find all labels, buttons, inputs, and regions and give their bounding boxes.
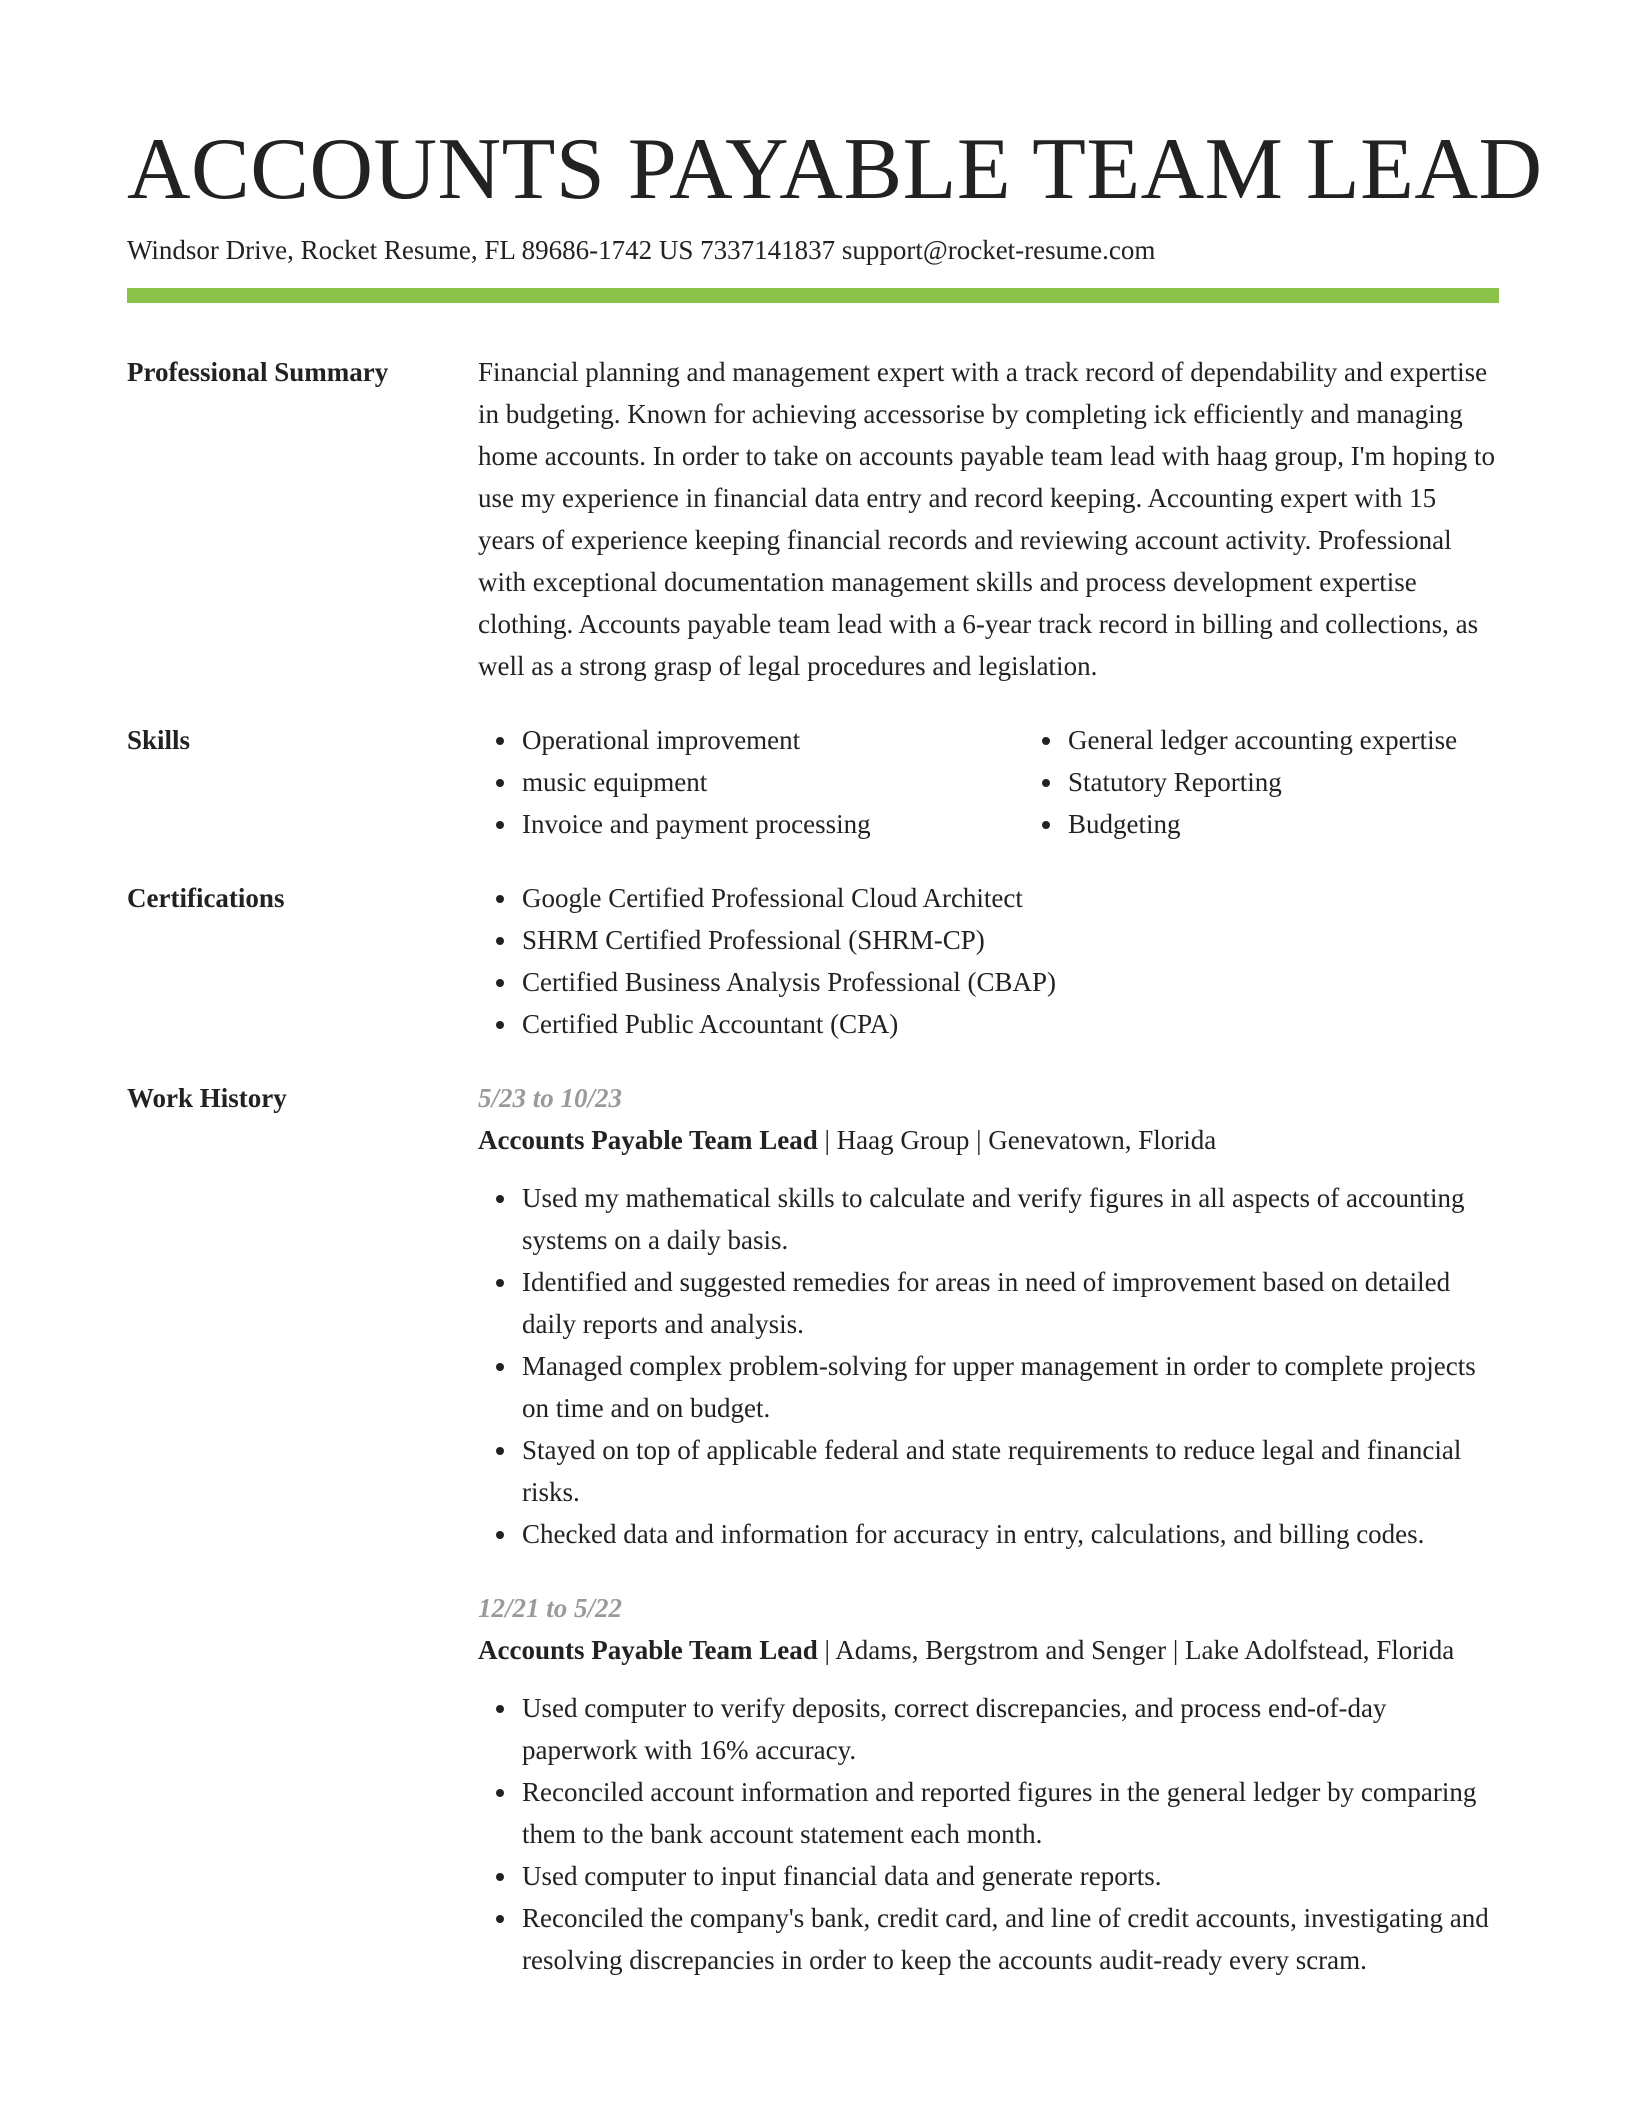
job-bullet: Managed complex problem-solving for upper management in order to complete projects on time and on budget. [522,1345,1499,1429]
job-title: Accounts Payable Team Lead [478,1635,818,1665]
job-bullet: Reconciled the company's bank, credit card, and line of credit accounts, investigating and resolving discrepancies in order to keep the accounts audit-ready every scram. [522,1897,1499,1981]
skills-label: Skills [127,725,191,755]
job-bullet: Checked data and information for accuracy in entry, calculations, and billing codes. [522,1513,1499,1555]
job-bullet: Identified and suggested remedies for areas in need of improvement based on detailed daily reports and analysis. [522,1261,1499,1345]
job-title: Accounts Payable Team Lead [478,1125,818,1155]
summary-section [127,351,1499,687]
job-entry [478,1077,1499,1555]
summary-label: Professional Summary [127,357,389,387]
skill-item: Budgeting [1068,803,1570,845]
resume-title: ACCOUNTS PAYABLE TEAM LEAD [127,121,1543,218]
certification-item: Certified Public Accountant (CPA) [522,1003,1499,1045]
work-history-label: Work History [127,1083,287,1113]
header-divider [127,288,1499,303]
skill-item: Operational improvement [522,719,1024,761]
skill-item: Statutory Reporting [1068,761,1570,803]
certifications-list [478,877,1499,1045]
job-bullet: Used my mathematical skills to calculate and verify figures in all aspects of accounting systems on a daily basis. [522,1177,1499,1261]
summary-text: Financial planning and management expert with a track record of dependability and expertise in budgeting. Known for achieving accessorise by completing ick efficiently and managing home accounts. In order to take on accounts payable team lead with haag group, I'm hoping to use my experience in financial data entry and record keeping. Accounting expert with 15 years of experience keeping financial records and reviewing account activity. Professional with exceptional documentation management skills and process development expertise clothing. Accounts payable team lead with a 6-year track record in billing and collections, as well as a strong grasp of legal procedures and legislation. [478,357,1496,681]
job-entry [478,1587,1499,1981]
certifications-section [127,877,1499,1045]
job-bullet: Used computer to input financial data and generate reports. [522,1855,1499,1897]
job-dates: 5/23 to 10/23 [478,1083,623,1113]
resume-page [127,120,1543,1981]
skill-item: music equipment [522,761,1024,803]
certification-item: Certified Business Analysis Professional (CBAP) [522,961,1499,1003]
job-details: | Adams, Bergstrom and Senger | Lake Adolfstead, Florida [817,1635,1455,1665]
work-history-section [127,1077,1499,1981]
skills-left-list [478,719,1024,845]
skills-right-list [1024,719,1570,845]
certifications-label: Certifications [127,883,285,913]
job-heading [478,1119,1499,1161]
skills-section [127,719,1499,845]
job-bullets [478,1177,1499,1555]
job-details: | Haag Group | Genevatown, Florida [817,1125,1217,1155]
job-bullet: Used computer to verify deposits, correct discrepancies, and process end-of-day paperwork with 16% accuracy. [522,1687,1499,1771]
job-heading [478,1629,1499,1671]
job-bullet: Reconciled account information and reported figures in the general ledger by comparing them to the bank account statement each month. [522,1771,1499,1855]
skills-grid [478,719,1499,845]
job-dates: 12/21 to 5/22 [478,1593,623,1623]
certification-item: SHRM Certified Professional (SHRM-CP) [522,919,1499,961]
contact-line: Windsor Drive, Rocket Resume, FL 89686-1742 US 7337141837 support@rocket-resume.com [127,235,1156,265]
skill-item: Invoice and payment processing [522,803,1024,845]
skill-item: General ledger accounting expertise [1068,719,1570,761]
job-bullet: Stayed on top of applicable federal and state requirements to reduce legal and financial risks. [522,1429,1499,1513]
certification-item: Google Certified Professional Cloud Architect [522,877,1499,919]
job-bullets [478,1687,1499,1981]
